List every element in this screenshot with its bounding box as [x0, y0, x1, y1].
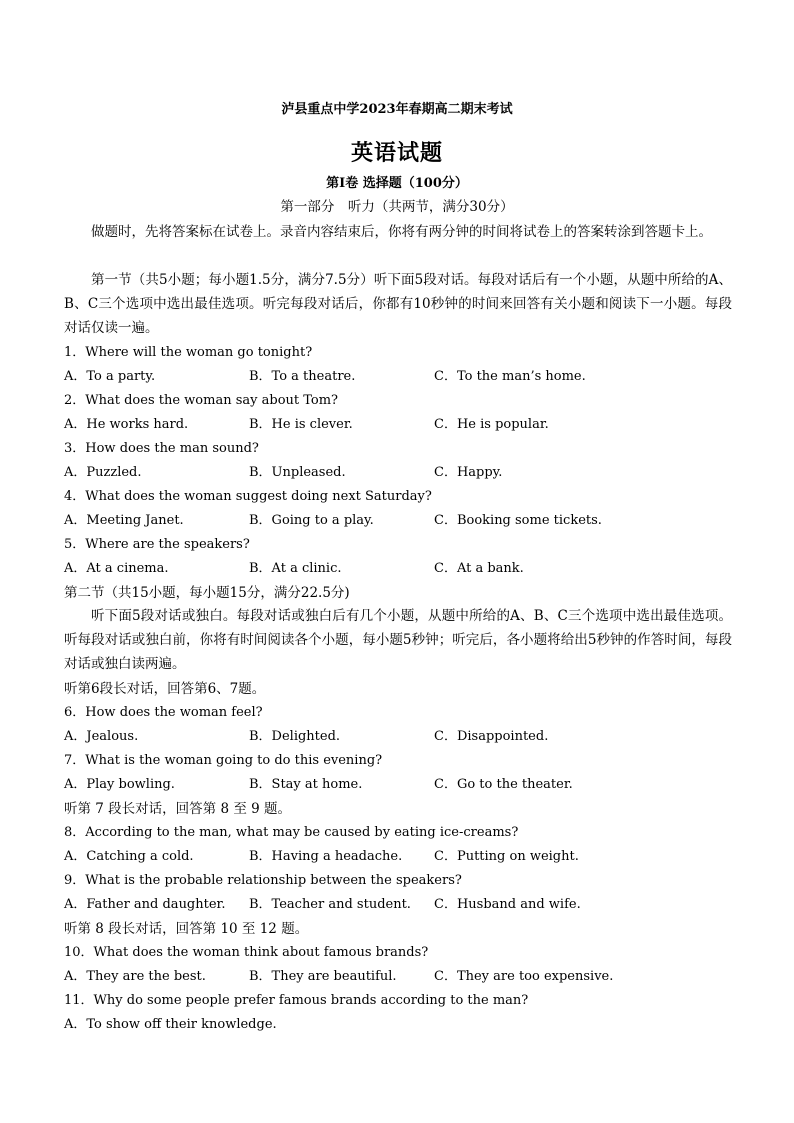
option-2c: C．He is popular.	[434, 417, 549, 432]
school-header: 泸县重点中学2023年春期高二期末考试	[281, 102, 513, 117]
option-3a: A．Puzzled.	[64, 465, 142, 480]
section2-instructions: 听下面5段对话或独白。每段对话或独白后有几个小题，从题中所给的A、B、C三个选项中选出最佳选项。听每段对话或独白前，你将有时间阅读各个小题，每小题5秒钟；听完后，各小题将给出5秒钟的作答时间，每段对话或独白读两遍。	[64, 608, 732, 672]
option-4c: C．Booking some tickets.	[434, 513, 602, 528]
volume-heading: 第Ⅰ卷 选择题（100分）	[326, 176, 468, 191]
option-4b: B．Going to a play.	[249, 513, 374, 528]
option-7c: C．Go to the theater.	[434, 777, 573, 792]
option-8c: C．Putting on weight.	[434, 849, 579, 864]
option-5b: B．At a clinic.	[249, 561, 342, 576]
option-1c: C．To the man’s home.	[434, 369, 586, 384]
option-5c: C．At a bank.	[434, 561, 524, 576]
question-1: 1．Where will the woman go tonight?	[64, 345, 313, 360]
option-7b: B．Stay at home.	[249, 777, 363, 792]
question-5: 5．Where are the speakers?	[64, 537, 250, 552]
section1-instructions: 第一节（共5小题；每小题1.5分，满分7.5分）听下面5段对话。每段对话后有一个小题，从题中所给的A、B、C三个选项中选出最佳选项。听完每段对话后，你都有10秒钟的时间来回答有关小题和阅读下一小题。每段对话仅读一遍。	[64, 272, 732, 336]
option-5a: A．At a cinema.	[64, 561, 169, 576]
option-1b: B．To a theatre.	[249, 369, 356, 384]
question-8: 8．According to the man, what may be caused by eating ice-creams?	[64, 825, 519, 840]
option-6a: A．Jealous.	[64, 729, 139, 744]
intro-paragraph: 做题时，先将答案标在试卷上。录音内容结束后，你将有两分钟的时间将试卷上的答案转涂到答题卡上。	[91, 224, 712, 240]
question-3: 3．How does the man sound?	[64, 441, 259, 456]
conversation-7-heading: 听第 7 段长对话，回答第 8 至 9 题。	[64, 801, 292, 817]
option-11a: A．To show off their knowledge.	[64, 1017, 277, 1032]
option-9a: A．Father and daughter.	[64, 897, 226, 912]
option-3b: B．Unpleased.	[249, 465, 346, 480]
option-2b: B．He is clever.	[249, 417, 353, 432]
option-8a: A．Catching a cold.	[64, 849, 194, 864]
question-11: 11．Why do some people prefer famous brands according to the man?	[64, 993, 529, 1008]
option-10a: A．They are the best.	[64, 969, 206, 984]
option-10b: B．They are beautiful.	[249, 969, 397, 984]
option-7a: A．Play bowling.	[64, 777, 175, 792]
option-4a: A．Meeting Janet.	[64, 513, 184, 528]
question-7: 7．What is the woman going to do this evening?	[64, 753, 383, 768]
option-9b: B．Teacher and student.	[249, 897, 411, 912]
option-6b: B．Delighted.	[249, 729, 341, 744]
conversation-6-heading: 听第6段长对话，回答第6、7题。	[64, 681, 266, 697]
option-10c: C．They are too expensive.	[434, 969, 614, 984]
option-6c: C．Disappointed.	[434, 729, 549, 744]
option-3c: C．Happy.	[434, 465, 503, 480]
question-6: 6．How does the woman feel?	[64, 705, 263, 720]
page-title: 英语试题	[350, 140, 443, 166]
question-2: 2．What does the woman say about Tom?	[64, 393, 339, 408]
part-heading: 第一部分 听力（共两节，满分30分）	[280, 199, 514, 215]
option-8b: B．Having a headache.	[249, 849, 403, 864]
option-9c: C．Husband and wife.	[434, 897, 581, 912]
question-4: 4．What does the woman suggest doing next Saturday?	[64, 489, 432, 504]
question-9: 9．What is the probable relationship between the speakers?	[64, 873, 462, 888]
section2-title: 第二节（共15小题，每小题15分，满分22.5分)	[64, 585, 350, 601]
option-1a: A．To a party.	[64, 369, 156, 384]
conversation-8-heading: 听第 8 段长对话，回答第 10 至 12 题。	[64, 921, 309, 937]
question-10: 10．What does the woman think about famous brands?	[64, 945, 429, 960]
option-2a: A．He works hard.	[64, 417, 189, 432]
